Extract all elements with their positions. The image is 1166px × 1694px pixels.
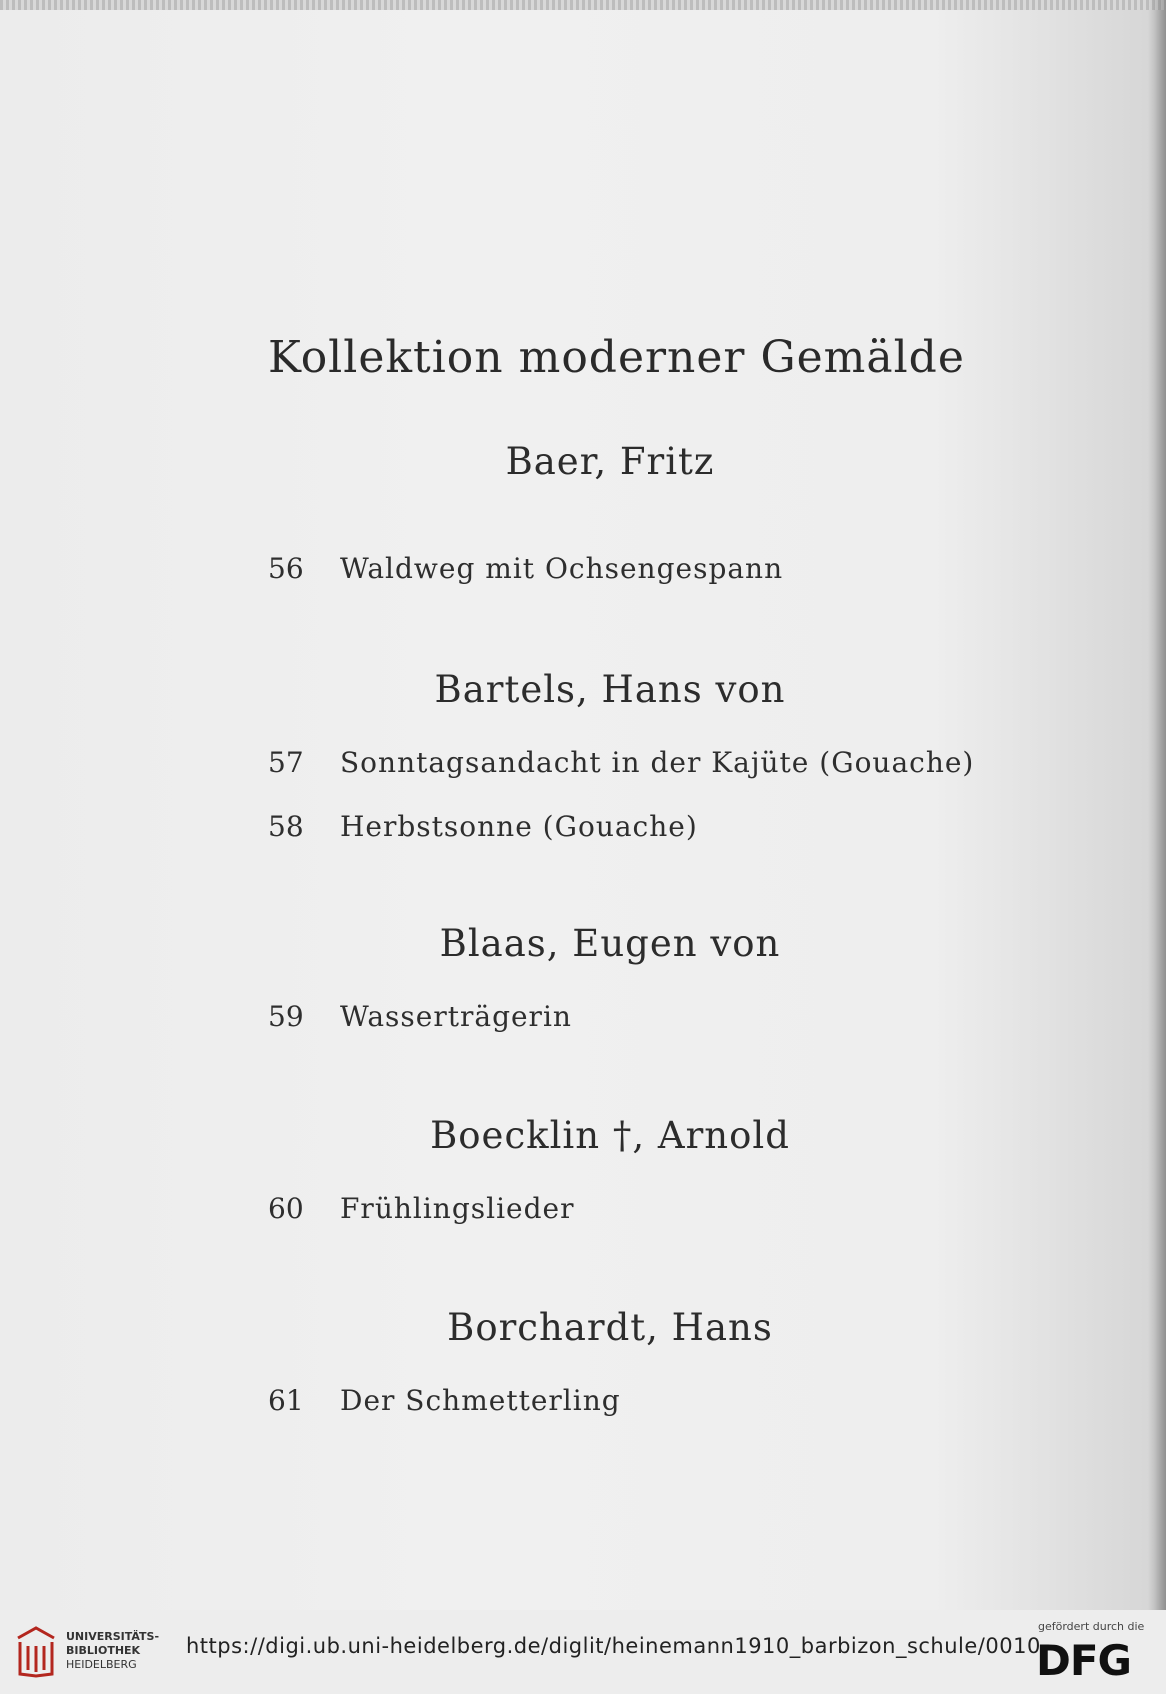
library-name-line: BIBLIOTHEK [66, 1644, 141, 1657]
entry-title: Wasserträgerin [340, 1000, 572, 1033]
artist-heading: Boecklin †, Arnold [430, 1114, 790, 1157]
entry-number: 60 [268, 1192, 304, 1225]
entry-title: Sonntagsandacht in der Kajüte (Gouache) [340, 746, 975, 779]
artist-heading: Borchardt, Hans [447, 1306, 773, 1349]
library-logo-icon [14, 1624, 58, 1680]
entry-title: Herbstsonne (Gouache) [340, 810, 698, 843]
catalog-entry [268, 1192, 574, 1232]
catalog-entry [268, 1384, 621, 1424]
entry-number: 56 [268, 552, 304, 585]
entry-number: 58 [268, 810, 304, 843]
entry-title: Der Schmetterling [340, 1384, 621, 1417]
entry-number: 57 [268, 746, 304, 779]
catalog-entry [268, 746, 974, 786]
footer-bar [0, 1610, 1166, 1694]
library-name-line: UNIVERSITÄTS- [66, 1630, 160, 1643]
dfg-logo: DFG [1036, 1636, 1132, 1685]
catalog-entry [268, 1000, 572, 1040]
entry-number: 61 [268, 1384, 304, 1417]
page-title: Kollektion moderner Gemälde [268, 332, 965, 383]
artist-heading: Bartels, Hans von [434, 668, 786, 711]
funder-caption: gefördert durch die [1038, 1620, 1145, 1633]
entry-title: Waldweg mit Ochsengespann [340, 552, 784, 585]
page-top-edge [0, 0, 1166, 10]
source-url-link[interactable]: https://digi.ub.uni-heidelberg.de/diglit/heinemann1910_barbizon_schule/0010 [186, 1634, 1041, 1658]
artist-heading: Baer, Fritz [505, 440, 715, 483]
catalog-entry [268, 810, 698, 850]
entry-title: Frühlingslieder [340, 1192, 575, 1225]
library-name [66, 1630, 159, 1672]
page-right-edge [1148, 0, 1166, 1610]
entry-number: 59 [268, 1000, 304, 1033]
library-name-line: HEIDELBERG [66, 1658, 137, 1671]
artist-heading: Blaas, Eugen von [439, 922, 781, 965]
catalog-entry [268, 552, 783, 592]
